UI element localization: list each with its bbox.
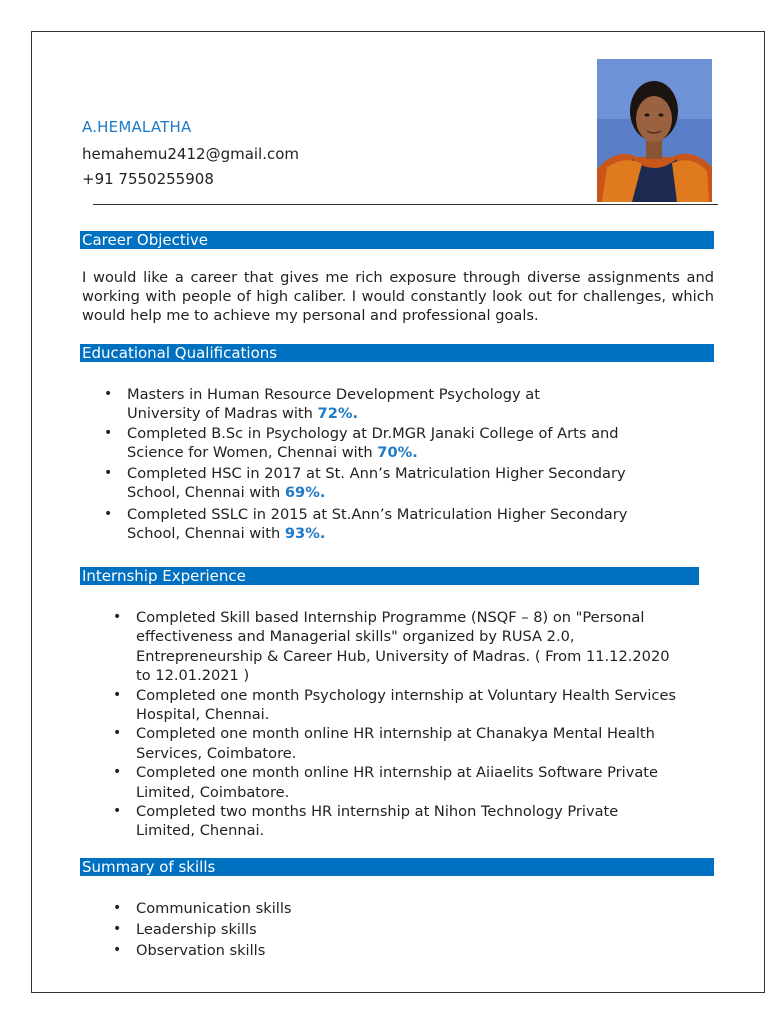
bullet-icon: • [104,425,113,441]
grade-percentage: 70%. [377,444,418,462]
list-item [113,763,713,802]
education-line: Science for Women, Chennai with [127,444,378,462]
bullet-icon: • [113,900,122,916]
internship-line: Hospital, Chennai. [136,706,270,724]
education-line: Masters in Human Resource Development Psychology at [127,386,540,403]
bullet-icon: • [113,942,122,958]
list-item [113,724,713,763]
list-item [113,608,713,686]
bullet-icon: • [113,803,122,820]
education-list [104,385,704,545]
internship-line: Completed two months HR internship at Nihon Technology Private [136,803,619,821]
bullet-icon: • [113,764,122,781]
list-item [113,802,713,841]
email-text: hemahemu2412@gmail.com [82,145,300,163]
education-line: Completed HSC in 2017 at St. Ann’s Matriculation Higher Secondary [127,465,626,482]
education-line: School, Chennai with [127,484,285,502]
bullet-icon: • [104,465,113,481]
education-line: University of Madras with [127,405,318,423]
bullet-icon: • [113,725,122,742]
section-header-career-objective: Career Objective [80,231,714,249]
profile-photo [597,59,712,202]
list-item [113,686,713,725]
internship-list [113,608,713,841]
list-item [104,385,704,424]
skills-list [113,898,513,961]
bullet-icon: • [113,686,122,703]
bullet-icon: • [113,609,122,625]
phone-text: +91 7550255908 [82,170,214,188]
internship-line: Completed one month online HR internship at Chanakya Mental Health [136,725,655,743]
skill-text: Observation skills [136,942,266,959]
candidate-name: A.HEMALATHA [82,118,192,136]
education-line: Completed B.Sc in Psychology at Dr.MGR Janaki College of Arts and [127,425,619,442]
skill-text: Leadership skills [136,921,257,938]
internship-line: effectiveness and Managerial skills" organized by RUSA 2.0, [136,628,575,646]
list-item [113,898,513,919]
list-item [104,464,704,505]
internship-line: to 12.01.2021 ) [136,667,250,685]
section-header-education: Educational Qualifications [80,344,714,362]
grade-percentage: 93%. [284,525,326,543]
header-divider [93,204,718,205]
grade-percentage: 69%. [284,484,326,502]
section-header-internship: Internship Experience [80,567,699,585]
skill-text: Communication skills [136,900,292,917]
education-line: School, Chennai with [127,525,285,543]
internship-line: Completed one month Psychology internship at Voluntary Health Services [136,686,677,704]
list-item [113,919,513,940]
list-item [104,505,704,545]
internship-line: Services, Coimbatore. [136,744,297,762]
internship-line: Limited, Chennai. [136,822,265,840]
grade-percentage: 72%. [317,405,359,423]
list-item [104,424,704,464]
career-objective-text: I would like a career that gives me rich exposure through diverse assignments and working with people of high caliber. I would constantly look out for challenges, which would help me to achieve my personal and professional goals. [82,269,714,324]
education-line: Completed SSLC in 2015 at St.Ann’s Matriculation Higher Secondary [127,506,628,523]
list-item [113,940,513,961]
internship-line: Entrepreneurship & Career Hub, University of Madras. ( From 11.12.2020 [136,647,670,665]
bullet-icon: • [104,386,113,402]
bullet-icon: • [104,506,113,522]
internship-line: Completed one month online HR internship at Aiiaelits Software Private [136,764,658,782]
section-header-skills: Summary of skills [80,858,714,876]
internship-line: Limited, Coimbatore. [136,783,290,801]
internship-line: Completed Skill based Internship Programme (NSQF – 8) on "Personal [136,609,645,626]
bullet-icon: • [113,921,122,937]
